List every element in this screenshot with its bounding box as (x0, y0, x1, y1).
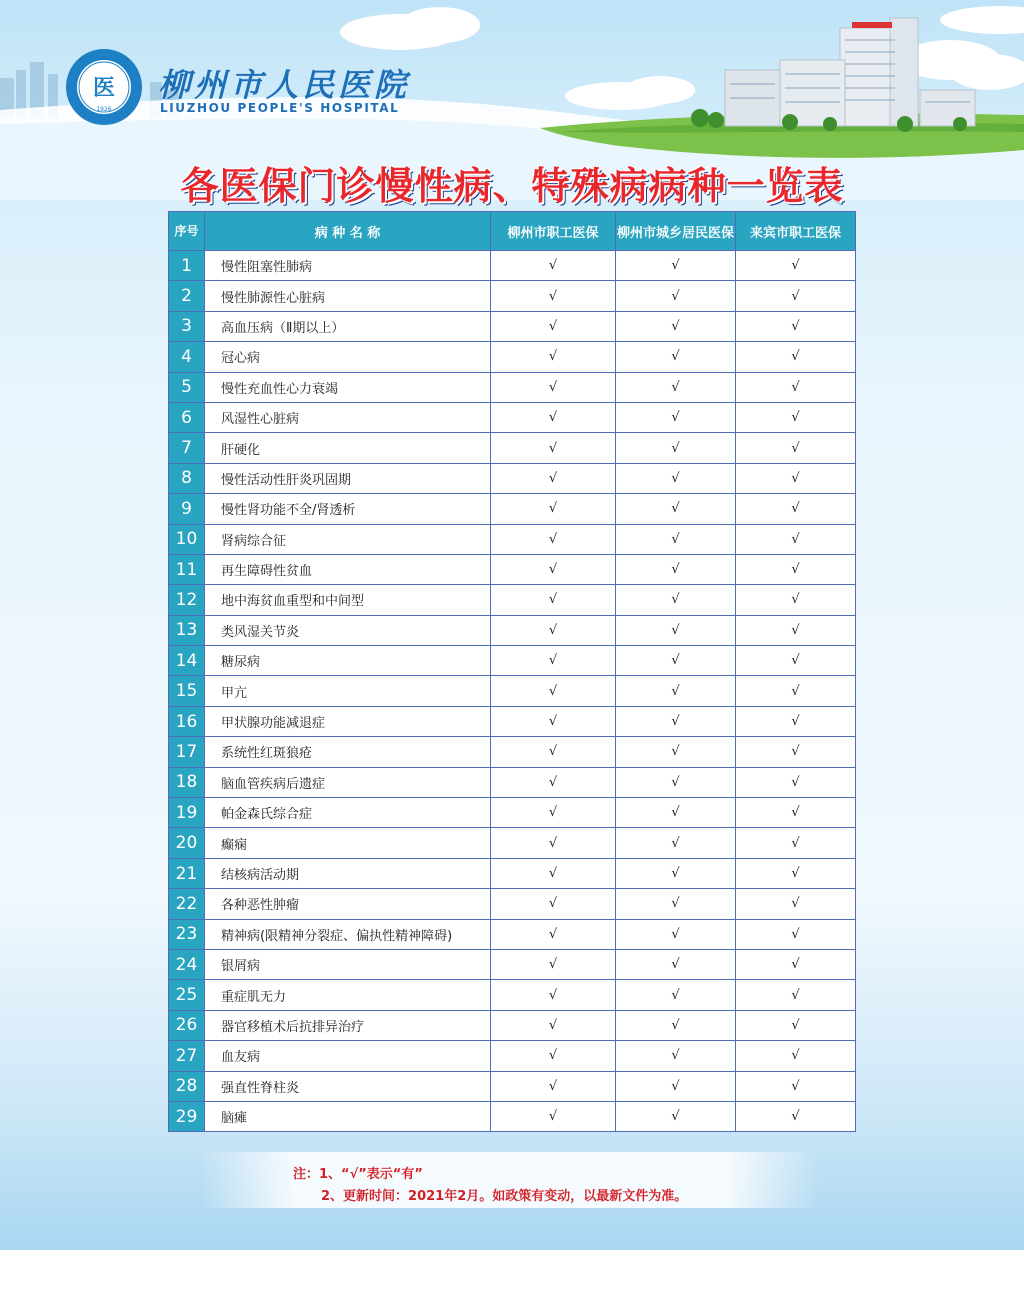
row-number: 20 (169, 828, 205, 858)
check-liuzhou-resident: √ (616, 949, 736, 979)
check-liuzhou-employee: √ (491, 554, 616, 584)
check-liuzhou-resident: √ (616, 919, 736, 949)
table-row (169, 737, 856, 767)
check-liuzhou-employee: √ (491, 1101, 616, 1131)
table-row (169, 311, 856, 341)
table-row (169, 251, 856, 281)
check-liuzhou-resident: √ (616, 402, 736, 432)
disease-name: 癫痫 (205, 828, 491, 858)
check-liuzhou-employee: √ (491, 798, 616, 828)
check-liuzhou-resident: √ (616, 251, 736, 281)
row-number: 26 (169, 1010, 205, 1040)
check-liuzhou-employee: √ (491, 858, 616, 888)
row-number: 8 (169, 463, 205, 493)
row-number: 19 (169, 798, 205, 828)
check-laibin-employee: √ (736, 798, 856, 828)
check-liuzhou-resident: √ (616, 585, 736, 615)
row-number: 24 (169, 949, 205, 979)
row-number: 7 (169, 433, 205, 463)
check-laibin-employee: √ (736, 615, 856, 645)
row-number: 11 (169, 554, 205, 584)
table-row (169, 585, 856, 615)
check-laibin-employee: √ (736, 372, 856, 402)
check-laibin-employee: √ (736, 828, 856, 858)
check-liuzhou-employee: √ (491, 342, 616, 372)
check-liuzhou-employee: √ (491, 311, 616, 341)
note-line-1: 注：1、“√”表示“有” (293, 1167, 423, 1182)
disease-name: 慢性阻塞性肺病 (205, 251, 491, 281)
table-row (169, 554, 856, 584)
check-liuzhou-resident: √ (616, 646, 736, 676)
check-laibin-employee: √ (736, 980, 856, 1010)
note-line-2: 2、更新时间：2021年2月。如政策有变动，以最新文件为准。 (321, 1189, 688, 1204)
check-laibin-employee: √ (736, 251, 856, 281)
check-liuzhou-employee: √ (491, 585, 616, 615)
table-row (169, 676, 856, 706)
check-laibin-employee: √ (736, 1101, 856, 1131)
check-liuzhou-employee: √ (491, 494, 616, 524)
check-liuzhou-resident: √ (616, 980, 736, 1010)
disease-name: 冠心病 (205, 342, 491, 372)
check-liuzhou-employee: √ (491, 828, 616, 858)
check-liuzhou-resident: √ (616, 433, 736, 463)
check-laibin-employee: √ (736, 433, 856, 463)
disease-name: 结核病活动期 (205, 858, 491, 888)
table-row (169, 798, 856, 828)
table-row (169, 889, 856, 919)
table-row (169, 372, 856, 402)
table-row (169, 1010, 856, 1040)
check-liuzhou-employee: √ (491, 1010, 616, 1040)
disease-name: 甲亢 (205, 676, 491, 706)
row-number: 4 (169, 342, 205, 372)
disease-name: 再生障碍性贫血 (205, 554, 491, 584)
check-laibin-employee: √ (736, 767, 856, 797)
disease-name: 地中海贫血重型和中间型 (205, 585, 491, 615)
check-liuzhou-employee: √ (491, 706, 616, 736)
row-number: 14 (169, 646, 205, 676)
header-no: 序号 (169, 212, 205, 251)
disease-name: 脑瘫 (205, 1101, 491, 1131)
check-laibin-employee: √ (736, 281, 856, 311)
row-number: 9 (169, 494, 205, 524)
check-laibin-employee: √ (736, 1010, 856, 1040)
table-row (169, 919, 856, 949)
disease-name: 甲状腺功能减退症 (205, 706, 491, 736)
row-number: 16 (169, 706, 205, 736)
check-liuzhou-employee: √ (491, 1041, 616, 1071)
row-number: 10 (169, 524, 205, 554)
table-row (169, 1041, 856, 1071)
page-title: 各医保门诊慢性病、特殊病病种一览表 (180, 164, 844, 208)
check-laibin-employee: √ (736, 858, 856, 888)
header-disease-name: 病 种 名 称 (205, 212, 491, 251)
disease-name: 银屑病 (205, 949, 491, 979)
check-liuzhou-resident: √ (616, 281, 736, 311)
check-liuzhou-resident: √ (616, 1041, 736, 1071)
row-number: 29 (169, 1101, 205, 1131)
row-number: 6 (169, 402, 205, 432)
check-liuzhou-resident: √ (616, 828, 736, 858)
check-liuzhou-employee: √ (491, 372, 616, 402)
row-number: 2 (169, 281, 205, 311)
table-row (169, 281, 856, 311)
table-row (169, 524, 856, 554)
check-liuzhou-resident: √ (616, 706, 736, 736)
check-liuzhou-resident: √ (616, 615, 736, 645)
row-number: 27 (169, 1041, 205, 1071)
check-laibin-employee: √ (736, 402, 856, 432)
check-liuzhou-resident: √ (616, 372, 736, 402)
table-row (169, 402, 856, 432)
check-liuzhou-employee: √ (491, 889, 616, 919)
disease-name: 风湿性心脏病 (205, 402, 491, 432)
check-laibin-employee: √ (736, 494, 856, 524)
svg-text:1926: 1926 (96, 106, 112, 113)
row-number: 13 (169, 615, 205, 645)
table-row (169, 706, 856, 736)
header-liuzhou-resident: 柳州市城乡居民医保 (616, 212, 736, 251)
disease-name: 糖尿病 (205, 646, 491, 676)
check-liuzhou-employee: √ (491, 646, 616, 676)
check-liuzhou-employee: √ (491, 433, 616, 463)
check-liuzhou-resident: √ (616, 858, 736, 888)
disease-table (168, 211, 856, 1132)
check-liuzhou-employee: √ (491, 980, 616, 1010)
row-number: 12 (169, 585, 205, 615)
disease-name: 各种恶性肿瘤 (205, 889, 491, 919)
check-liuzhou-employee: √ (491, 676, 616, 706)
disease-name: 精神病(限精神分裂症、偏执性精神障碍) (205, 919, 491, 949)
check-laibin-employee: √ (736, 737, 856, 767)
table-row (169, 980, 856, 1010)
check-liuzhou-employee: √ (491, 463, 616, 493)
check-liuzhou-resident: √ (616, 463, 736, 493)
svg-text:医: 医 (92, 75, 116, 101)
check-liuzhou-resident: √ (616, 494, 736, 524)
table-row (169, 342, 856, 372)
table-row (169, 1071, 856, 1101)
disease-name: 强直性脊柱炎 (205, 1071, 491, 1101)
row-number: 23 (169, 919, 205, 949)
row-number: 21 (169, 858, 205, 888)
row-number: 3 (169, 311, 205, 341)
table-row (169, 1101, 856, 1131)
check-liuzhou-employee: √ (491, 1071, 616, 1101)
check-laibin-employee: √ (736, 342, 856, 372)
table-row (169, 646, 856, 676)
check-liuzhou-resident: √ (616, 1071, 736, 1101)
check-liuzhou-employee: √ (491, 402, 616, 432)
table-row (169, 828, 856, 858)
table-row (169, 494, 856, 524)
check-liuzhou-resident: √ (616, 676, 736, 706)
check-liuzhou-employee: √ (491, 767, 616, 797)
check-liuzhou-resident: √ (616, 889, 736, 919)
check-laibin-employee: √ (736, 463, 856, 493)
row-number: 17 (169, 737, 205, 767)
check-liuzhou-employee: √ (491, 281, 616, 311)
table-row (169, 433, 856, 463)
check-liuzhou-employee: √ (491, 919, 616, 949)
disease-name: 慢性肾功能不全/肾透析 (205, 494, 491, 524)
disease-name: 重症肌无力 (205, 980, 491, 1010)
header-liuzhou-employee: 柳州市职工医保 (491, 212, 616, 251)
table-row (169, 858, 856, 888)
check-liuzhou-resident: √ (616, 737, 736, 767)
check-liuzhou-resident: √ (616, 1101, 736, 1131)
disease-name: 慢性活动性肝炎巩固期 (205, 463, 491, 493)
check-laibin-employee: √ (736, 889, 856, 919)
disease-name: 慢性肺源性心脏病 (205, 281, 491, 311)
row-number: 5 (169, 372, 205, 402)
check-liuzhou-resident: √ (616, 767, 736, 797)
check-liuzhou-resident: √ (616, 311, 736, 341)
check-laibin-employee: √ (736, 919, 856, 949)
notes (200, 1152, 820, 1208)
check-laibin-employee: √ (736, 646, 856, 676)
row-number: 15 (169, 676, 205, 706)
check-liuzhou-resident: √ (616, 1010, 736, 1040)
row-number: 1 (169, 251, 205, 281)
hospital-logo (64, 47, 144, 127)
check-liuzhou-employee: √ (491, 615, 616, 645)
row-number: 25 (169, 980, 205, 1010)
disease-name: 类风湿关节炎 (205, 615, 491, 645)
check-laibin-employee: √ (736, 311, 856, 341)
check-laibin-employee: √ (736, 554, 856, 584)
check-liuzhou-employee: √ (491, 251, 616, 281)
hospital-name-en: LIUZHOU PEOPLE'S HOSPITAL (160, 101, 400, 115)
check-liuzhou-employee: √ (491, 524, 616, 554)
header-laibin-employee: 来宾市职工医保 (736, 212, 856, 251)
disease-name: 系统性红斑狼疮 (205, 737, 491, 767)
disease-name: 帕金森氏综合症 (205, 798, 491, 828)
table-row (169, 949, 856, 979)
disease-name: 血友病 (205, 1041, 491, 1071)
check-liuzhou-resident: √ (616, 798, 736, 828)
check-liuzhou-resident: √ (616, 524, 736, 554)
disease-name: 肾病综合征 (205, 524, 491, 554)
disease-name: 慢性充血性心力衰竭 (205, 372, 491, 402)
check-liuzhou-employee: √ (491, 949, 616, 979)
check-liuzhou-resident: √ (616, 554, 736, 584)
disease-name: 肝硬化 (205, 433, 491, 463)
row-number: 22 (169, 889, 205, 919)
check-laibin-employee: √ (736, 676, 856, 706)
check-laibin-employee: √ (736, 949, 856, 979)
disease-name: 器官移植术后抗排异治疗 (205, 1010, 491, 1040)
check-laibin-employee: √ (736, 1071, 856, 1101)
check-liuzhou-resident: √ (616, 342, 736, 372)
disease-name: 高血压病（Ⅱ期以上） (205, 311, 491, 341)
table-header-row (169, 212, 856, 251)
row-number: 18 (169, 767, 205, 797)
hospital-name-cn: 柳州市人民医院 (158, 66, 411, 104)
disease-name: 脑血管疾病后遗症 (205, 767, 491, 797)
row-number: 28 (169, 1071, 205, 1101)
check-liuzhou-employee: √ (491, 737, 616, 767)
table-row (169, 463, 856, 493)
check-laibin-employee: √ (736, 585, 856, 615)
table-row (169, 615, 856, 645)
check-laibin-employee: √ (736, 1041, 856, 1071)
check-laibin-employee: √ (736, 524, 856, 554)
check-laibin-employee: √ (736, 706, 856, 736)
table-row (169, 767, 856, 797)
